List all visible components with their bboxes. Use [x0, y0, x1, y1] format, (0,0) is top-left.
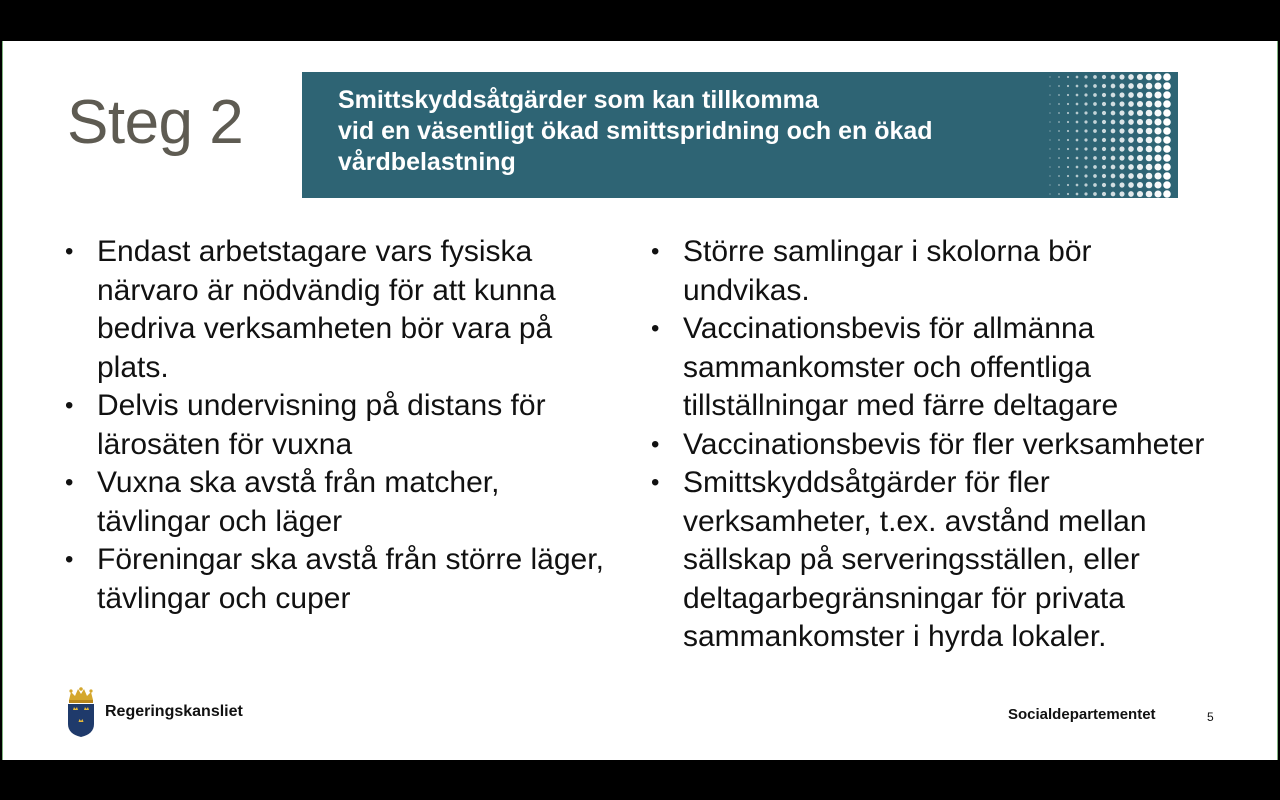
list-item: • Föreningar ska avstå från större läger, tävlingar och cuper	[65, 541, 605, 618]
right-bullet-list	[651, 233, 1211, 657]
dot-pattern-icon	[1038, 72, 1178, 198]
list-item: • Vuxna ska avstå från matcher, tävlingar och läger	[65, 464, 605, 541]
coat-of-arms-icon	[65, 686, 97, 738]
department-name: Socialdepartementet	[1008, 706, 1156, 723]
header-banner	[302, 72, 1178, 198]
banner-text	[338, 85, 1038, 178]
list-item: • Vaccinationsbevis för fler verksamheter	[651, 426, 1211, 465]
banner-line-3: vårdbelastning	[338, 148, 516, 176]
presentation-slide	[2, 41, 1278, 760]
logo-text: Regeringskansliet	[105, 703, 243, 720]
banner-line-1: Smittskyddsåtgärder som kan tillkomma	[338, 86, 819, 114]
slide-title: Steg 2	[67, 88, 244, 157]
left-bullet-list	[65, 233, 605, 618]
left-column	[65, 233, 605, 618]
list-item: • Smittskyddsåtgärder för fler verksamheter, t.ex. avstånd mellan sällskap på serveringsställen, eller deltagarbegränsningar för privata sammankomster i hyrda lokaler.	[651, 464, 1211, 657]
list-item: • Endast arbetstagare vars fysiska närvaro är nödvändig för att kunna bedriva verksamheten bör vara på plats.	[65, 233, 605, 387]
banner-line-2: vid en väsentligt ökad smittspridning och en ökad	[338, 117, 933, 145]
page-number: 5	[1207, 710, 1214, 724]
footer-logo	[65, 686, 243, 738]
right-column	[651, 233, 1211, 657]
list-item: • Delvis undervisning på distans för lärosäten för vuxna	[65, 387, 605, 464]
list-item: • Större samlingar i skolorna bör undvikas.	[651, 233, 1211, 310]
list-item: • Vaccinationsbevis för allmänna sammankomster och offentliga tillställningar med färre deltagare	[651, 310, 1211, 426]
